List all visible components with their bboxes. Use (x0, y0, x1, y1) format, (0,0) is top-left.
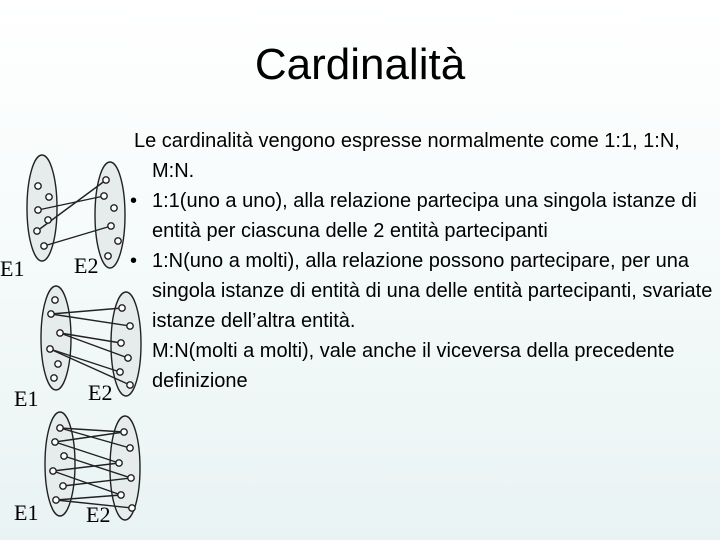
diagram1-e2-label: E2 (74, 253, 99, 278)
bullet-one-to-one: • 1:1(uno a uno), alla relazione partecipa una singola istanze di entità per ciascuna delle 2 entità partecipanti (128, 186, 713, 246)
diagram2-e1-label: E1 (14, 386, 39, 411)
slide-title: Cardinalità (254, 40, 466, 89)
bullet-many-to-many: • M:N(molti a molti), vale anche il viceversa della precedente definizione (128, 336, 713, 396)
diagram-one-to-many (14, 286, 141, 411)
bullet-one-to-many: • 1:N(uno a molti), alla relazione possono partecipare, per una singola istanze di entità di una delle entità partecipanti, svariate istanze dell’altra entità. (128, 246, 713, 336)
diagram3-e1-label: E1 (14, 500, 39, 525)
diagram1-e1-label: E1 (0, 256, 25, 281)
intro-text: Le cardinalità vengono espresse normalmente come 1:1, 1:N, M:N. (134, 130, 680, 182)
slide-body (128, 126, 713, 396)
diagram-one-to-one (0, 155, 125, 281)
cardinality-diagrams (0, 150, 160, 540)
diagram3-e2-label: E2 (86, 502, 111, 527)
diagram2-e2-label: E2 (88, 380, 113, 405)
entity-e2-ellipse (95, 162, 125, 268)
entity-e2-ellipse (111, 292, 141, 396)
diagram-many-to-many (14, 412, 140, 527)
